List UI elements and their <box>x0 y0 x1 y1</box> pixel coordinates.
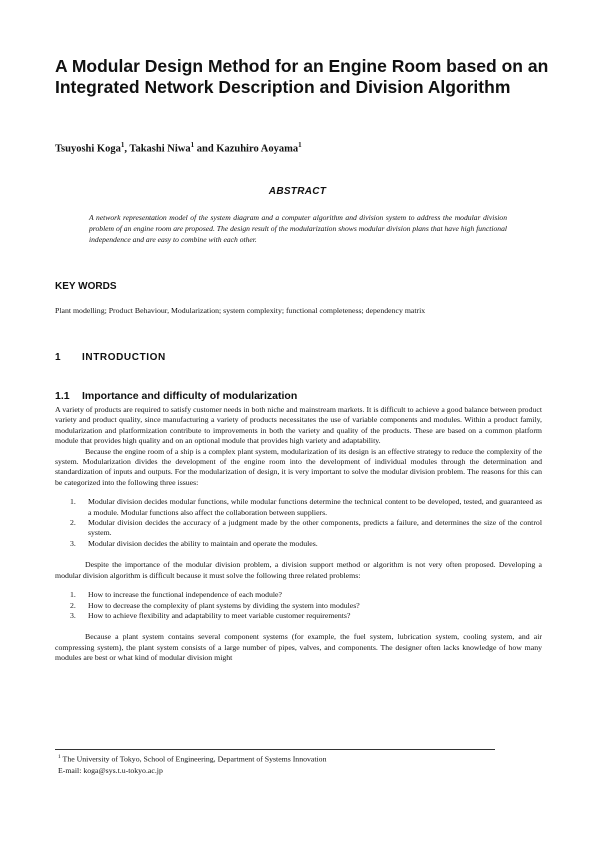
list-item <box>55 601 542 611</box>
author-name: Kazuhiro Aoyama <box>216 143 299 155</box>
section-number: 1 <box>55 352 62 363</box>
list-item <box>55 611 542 621</box>
keywords-heading: KEY WORDS <box>55 281 117 292</box>
list-marker: 3. <box>70 610 76 620</box>
footnote-affiliation <box>58 752 538 765</box>
section-heading <box>55 352 166 363</box>
author-name: Tsuyoshi Koga <box>55 143 121 155</box>
list-item-text: How to increase the functional independence of each module? <box>88 590 282 600</box>
abstract-heading: ABSTRACT <box>268 186 327 197</box>
abstract-text: A network representation model of the system diagram and a computer algorithm and division system to address the modular division problem of an engine room are proposed. The design result of the modularization shows modular division plans that have high functional independence and are easy to combine with each other. <box>89 213 507 244</box>
list-marker: 1. <box>70 590 76 600</box>
author-affiliation-mark: 1 <box>190 141 195 149</box>
footnote-email: E-mail: koga@sys.t.u-tokyo.ac.jp <box>58 765 163 775</box>
list-item <box>55 497 542 518</box>
list-marker: 2. <box>70 600 76 610</box>
author-name: Takashi Niwa <box>129 143 191 155</box>
paragraph: Because the engine room of a ship is a complex plant system, modularization of its design is an effective strategy to reduce the complexity of the system. Modularization divides the development of the engine room into the development of individual modules through the determination and standardization of inputs and outputs. For the modularization of design, it is very important to solve the modular division problem. The reasons for this can be categorized into the following three issues: <box>55 446 542 487</box>
subsection-heading <box>55 390 297 402</box>
subsection-number: 1.1 <box>55 390 70 402</box>
author-affiliation-mark: 1 <box>298 141 302 149</box>
list-item-text: Modular division decides modular functions, while modular functions determine the technical content to be developed, tested, and guaranteed as a module. Modular functions also affect the collaboration between suppliers. <box>88 497 542 517</box>
paragraph: Despite the importance of the modular division problem, a division support method or algorithm is not very often proposed. Developing a modular division algorithm is difficult because it must solve the following three related problems: <box>55 560 542 580</box>
list-marker: 2. <box>70 518 76 528</box>
footnote-mark: 1 <box>58 754 61 760</box>
body-text <box>55 405 542 664</box>
list-item <box>55 590 542 600</box>
list-item <box>55 518 542 539</box>
paper-title: A Modular Design Method for an Engine Room based on an Integrated Network Description and Division Algorithm <box>55 56 549 97</box>
list-item-text: Modular division decides the ability to maintain and operate the modules. <box>88 538 318 548</box>
numbered-list <box>55 497 542 549</box>
author-separator: , <box>124 143 130 155</box>
subsection-title: Importance and difficulty of modularization <box>82 390 298 402</box>
paragraph: Because a plant system contains several component systems (for example, the fuel system, lubrication system, cooling system, and air compressing system), the plant system consists of a large number of pipes, valves, and components. The designer often lacks knowledge of how many modules are best or what kind of modular division might <box>55 632 542 663</box>
section-title: INTRODUCTION <box>82 352 166 363</box>
keywords-text: Plant modelling; Product Behaviour, Modularization; system complexity; functional completeness; dependency matrix <box>55 306 426 315</box>
list-marker: 3. <box>70 538 76 548</box>
list-item <box>55 539 542 549</box>
list-marker: 1. <box>70 497 76 507</box>
list-item-text: How to decrease the complexity of plant systems by dividing the system into modules? <box>88 600 360 610</box>
author-affiliation-mark: 1 <box>120 141 125 149</box>
list-item-text: How to achieve flexibility and adaptability to meet variable customer requirements? <box>88 610 351 620</box>
author-separator: and <box>194 143 217 155</box>
author-list <box>55 141 555 155</box>
list-item-text: Modular division decides the accuracy of a judgment made by the other components, predicts a failure, and determines the size of the control system. <box>88 518 542 538</box>
numbered-list <box>55 590 542 621</box>
paragraph: A variety of products are required to satisfy customer needs in both niche and mainstream markets. It is difficult to achieve a good balance between product variety and product quality, since manufacturing a variety of products necessitates the use of variable components and modules. Within a product family, modularization and platformization contribute to improvements in both the variety and quality of the products. These are based on a common platform module that provides high quality and on an optional module that provides high variety and adaptability. <box>55 405 542 446</box>
footnote-divider <box>55 749 495 750</box>
footnote-affiliation-text: The University of Tokyo, School of Engineering, Department of Systems Innovation <box>60 754 327 764</box>
footnote <box>58 752 538 776</box>
